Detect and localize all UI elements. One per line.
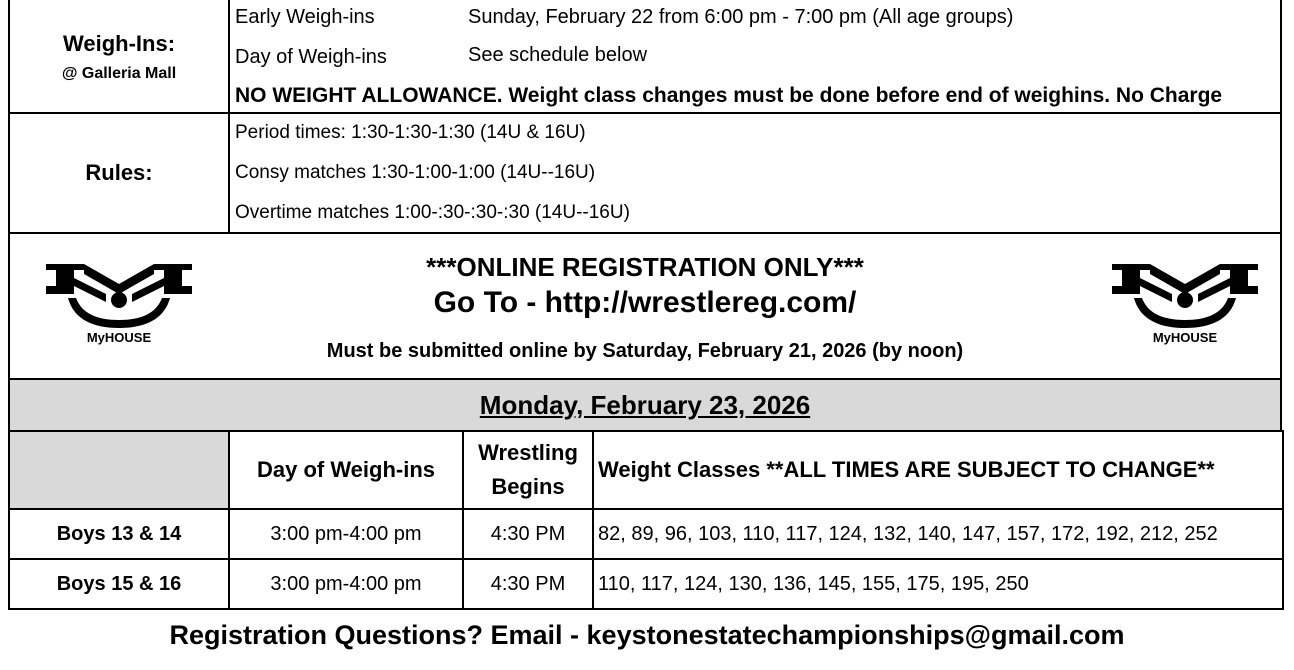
event-date-bar xyxy=(8,380,1282,432)
weighins-column-header: Day of Weigh-ins xyxy=(229,431,463,509)
early-weighins-label: Early Weigh-ins xyxy=(235,6,375,28)
registration-contact-footer: Registration Questions? Email - keystonestatechampionships@gmail.com xyxy=(169,620,1125,650)
online-only-heading: ***ONLINE REGISTRATION ONLY*** xyxy=(426,252,864,282)
rules-section xyxy=(8,114,1282,234)
group-header-cell xyxy=(9,431,229,509)
rules-title: Rules: xyxy=(10,114,230,232)
day-weighins-label: Day of Weigh-ins xyxy=(235,46,387,68)
myhouse-logo-icon xyxy=(1110,258,1260,348)
schedule-header-row xyxy=(9,431,1283,509)
begins-header-line1: Wrestling xyxy=(478,440,578,465)
table-row xyxy=(9,509,1283,559)
day-weighins-value: See schedule below xyxy=(468,44,648,66)
registration-section xyxy=(8,234,1282,380)
event-date: Monday, February 23, 2026 xyxy=(479,389,811,420)
begins-header-line2: Begins xyxy=(491,474,565,499)
weight-allowance-notice: NO WEIGHT ALLOWANCE. Weight class changes must be done before end of weighins. No Charge xyxy=(235,84,1223,107)
myhouse-logo-right xyxy=(1110,258,1260,348)
rule-consy-matches: Consy matches 1:30-1:00-1:00 (14U--16U) xyxy=(235,162,596,183)
schedule-table xyxy=(8,430,1284,610)
weight-classes-cell: 110, 117, 124, 130, 136, 145, 155, 175, 195, 250 xyxy=(593,559,1283,609)
weighins-section xyxy=(8,0,1282,114)
weight-classes-cell: 82, 89, 96, 103, 110, 117, 124, 132, 140, 147, 157, 172, 192, 212, 252 xyxy=(593,509,1283,559)
age-group-cell: Boys 13 & 14 xyxy=(9,509,229,559)
early-weighins-value: Sunday, February 22 from 6:00 pm - 7:00 pm (All age groups) xyxy=(468,6,1014,28)
weighins-time-cell: 3:00 pm-4:00 pm xyxy=(229,509,463,559)
weighins-title: Weigh-Ins: xyxy=(62,31,176,56)
begins-time-cell: 4:30 PM xyxy=(463,509,593,559)
rule-period-times: Period times: 1:30-1:30-1:30 (14U & 16U) xyxy=(235,122,586,143)
begins-time-cell: 4:30 PM xyxy=(463,559,593,609)
event-flyer xyxy=(8,0,1282,610)
myhouse-logo-text-right: MyHOUSE xyxy=(1152,330,1218,345)
registration-deadline: Must be submitted online by Saturday, February 21, 2026 (by noon) xyxy=(326,340,964,362)
weighins-time-cell: 3:00 pm-4:00 pm xyxy=(229,559,463,609)
table-row xyxy=(9,559,1283,609)
registration-url[interactable]: Go To - http://wrestlereg.com/ xyxy=(433,286,857,319)
rule-overtime-matches: Overtime matches 1:00-:30-:30-:30 (14U--16U) xyxy=(235,202,630,223)
myhouse-logo-text-left: MyHOUSE xyxy=(86,330,152,345)
weighins-label-cell xyxy=(10,0,230,114)
weighins-location: @ Galleria Mall xyxy=(61,65,177,82)
weight-classes-column-header: Weight Classes **ALL TIMES ARE SUBJECT TO CHANGE** xyxy=(593,431,1283,509)
begins-column-header xyxy=(463,431,593,509)
age-group-cell: Boys 15 & 16 xyxy=(9,559,229,609)
